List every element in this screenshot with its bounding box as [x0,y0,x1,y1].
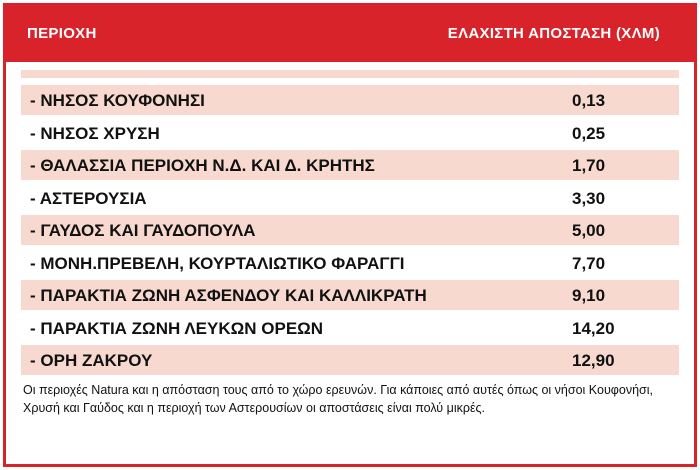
region-name: - ΝΗΣΟΣ ΚΟΥΦΟΝΗΣΙ [30,91,205,110]
table-body [21,85,679,378]
region-name: - ΠΑΡΑΚΤΙΑ ΖΩΝΗ ΑΣΦΕΝΔΟΥ ΚΑΙ ΚΑΛΛΙΚΡΑΤΗ [30,286,427,305]
distance-value: 0,25 [572,123,606,143]
region-name: - ΜΟΝΗ.ΠΡΕΒΕΛΗ, ΚΟΥΡΤΑΛΙΩΤΙΚΟ ΦΑΡΑΓΓΙ [30,253,405,273]
table-row [21,248,679,278]
region-name: - ΘΑΛΑΣΣΙΑ ΠΕΡΙΟΧΗ Ν.Δ. ΚΑΙ Δ. ΚΡΗΤΗΣ [30,156,375,175]
region-name: - ΑΣΤΕΡΟΥΣΙΑ [30,188,147,208]
distance-value: 3,30 [572,188,606,208]
footnote: Οι περιοχές Natura και η απόσταση τους από το χώρο ερευνών. Για κάποιες από αυτές όπως οι νήσοι Κουφονήσι, Χρυσή και Γαύδος και η περιοχή των Αστερουσίων οι αποστάσεις είναι πολύ μικρές. [23,383,653,415]
distance-value: 0,13 [572,91,606,110]
region-name: - ΝΗΣΟΣ ΧΡΥΣΗ [30,123,160,143]
table-row [21,118,679,148]
table-row [21,150,679,180]
table-row [21,280,679,310]
table-spacer-row [21,70,679,78]
table-row [21,85,679,115]
distance-value: 1,70 [572,156,606,175]
region-name: - ΓΑΥΔΟΣ ΚΑΙ ΓΑΥΔΟΠΟΥΛΑ [30,221,256,240]
region-name: - ΟΡΗ ΖΑΚΡΟΥ [30,351,153,370]
table-row [21,183,679,213]
region-name: - ΠΑΡΑΚΤΙΑ ΖΩΝΗ ΛΕΥΚΩΝ ΟΡΕΩΝ [30,318,324,338]
table-frame [3,3,697,467]
distance-value: 5,00 [572,221,606,240]
distance-value: 14,20 [572,318,615,338]
table-row [21,313,679,343]
table-row [21,215,679,245]
table-row [21,345,679,375]
distance-value: 12,90 [572,351,615,370]
region-column-header: ΠΕΡΙΟΧΗ [27,25,97,42]
distance-value: 9,10 [572,286,606,305]
distance-value: 7,70 [572,253,606,273]
distance-column-header: ΕΛΑΧΙΣΤΗ ΑΠΟΣΤΑΣΗ (ΧΛΜ) [447,25,660,42]
table-header [6,6,694,62]
